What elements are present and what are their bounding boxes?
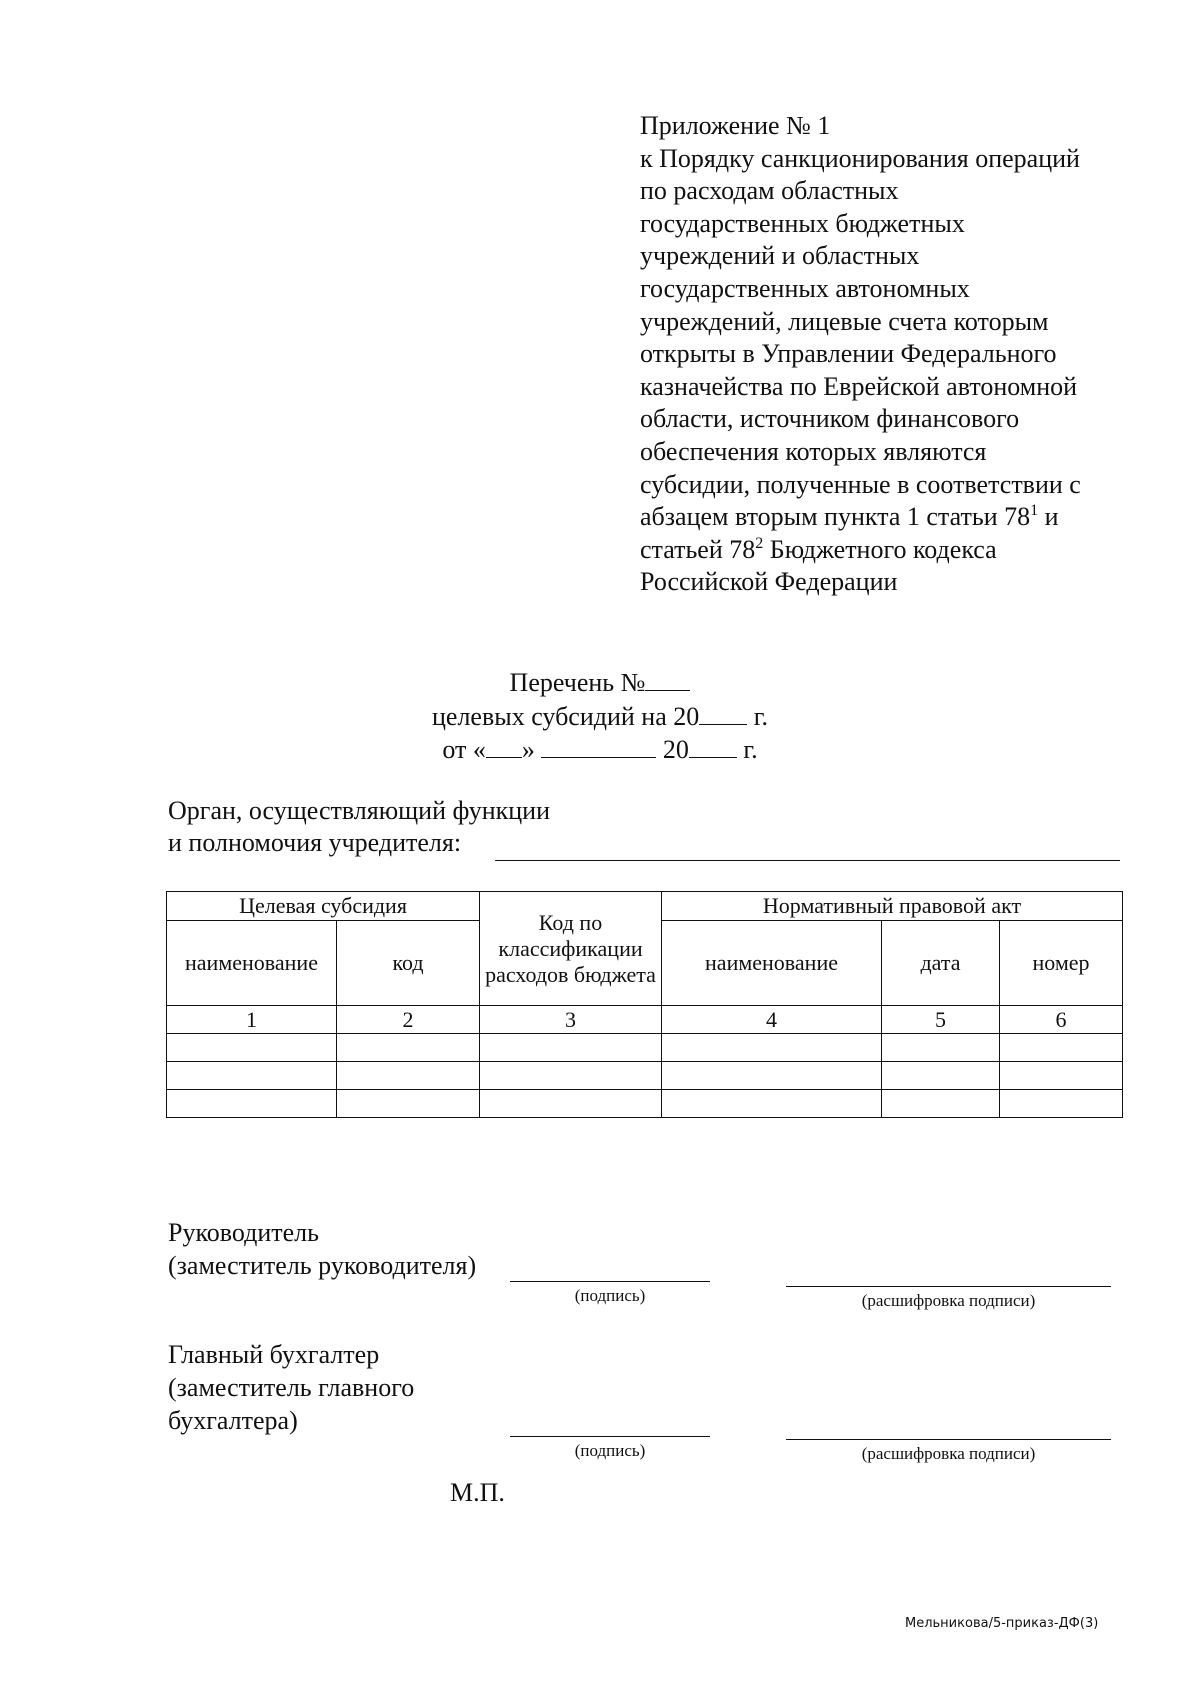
date-year-blank[interactable] (689, 735, 737, 758)
table-cell[interactable] (480, 1034, 662, 1062)
table-row (167, 1062, 1123, 1090)
header-legal-act: Нормативный правовой акт (662, 892, 1123, 921)
column-number: 2 (337, 1006, 480, 1034)
table-cell[interactable] (167, 1062, 337, 1090)
founder-organ-label: Орган, осуществляющий функции и полномочия учредителя: (168, 796, 550, 857)
founder-organ-field[interactable] (495, 860, 1120, 861)
table-cell[interactable] (337, 1090, 480, 1118)
day-blank[interactable] (486, 735, 522, 758)
table-cell[interactable] (662, 1090, 882, 1118)
column-number: 1 (167, 1006, 337, 1034)
stamp-placeholder: М.П. (450, 1478, 505, 1507)
accountant-decode-hint: (расшифровка подписи) (861, 1444, 1036, 1463)
list-title: Перечень № (0, 668, 1200, 698)
table-cell[interactable] (167, 1034, 337, 1062)
head-signature-field[interactable] (510, 1281, 710, 1282)
table-cell[interactable] (480, 1090, 662, 1118)
table-cell[interactable] (337, 1062, 480, 1090)
header-act-date: дата (882, 921, 1000, 1006)
accountant-decode-field[interactable] (786, 1439, 1111, 1440)
appendix-line: государственных автономных (640, 273, 970, 303)
accountant-signature-field[interactable] (510, 1436, 710, 1437)
appendix-line: обеспечения которых являются (640, 436, 987, 466)
appendix-heading (640, 110, 1140, 599)
appendix-line: к Порядку санкционирования операций (640, 143, 1080, 173)
table-cell[interactable] (882, 1034, 1000, 1062)
table-cell[interactable] (1000, 1090, 1123, 1118)
appendix-line: по расходам областных (640, 176, 899, 206)
list-subtitle: целевых субсидий на 20 г. (432, 702, 768, 731)
table-cell[interactable] (662, 1062, 882, 1090)
header-target-subsidy: Целевая субсидия (167, 892, 480, 921)
head-decode-field[interactable] (786, 1286, 1111, 1287)
head-decode-hint: (расшифровка подписи) (861, 1291, 1036, 1310)
header-subsidy-name: наименование (167, 921, 337, 1006)
table-row (167, 1034, 1123, 1062)
table-row (167, 1090, 1123, 1118)
appendix-line-article-78-2: статьей $78^2$ Бюджетного кодекса (640, 534, 997, 564)
header-act-number: номер (1000, 921, 1123, 1006)
appendix-line: области, источником финансового (640, 404, 1020, 434)
appendix-line: субсидии, полученные в соответствии с (640, 469, 1081, 499)
header-budget-code: Код по классификации расходов бюджета (480, 892, 662, 1006)
table-cell[interactable] (1000, 1062, 1123, 1090)
table-cell[interactable] (882, 1090, 1000, 1118)
header-act-name: наименование (662, 921, 882, 1006)
appendix-line: учреждений и областных (640, 241, 920, 271)
table-cell[interactable] (882, 1062, 1000, 1090)
column-number: 6 (1000, 1006, 1123, 1034)
footer-reference: Мельникова/5-приказ-ДФ(3) (905, 1616, 1099, 1631)
head-label: Руководитель (заместитель руководителя) (168, 1218, 477, 1280)
month-blank[interactable] (541, 735, 656, 758)
appendix-line: государственных бюджетных (640, 208, 965, 238)
appendix-line: Приложение № 1 (640, 111, 831, 140)
subsidies-table (166, 891, 1123, 1118)
list-date: от « » 20 г. (442, 735, 758, 764)
appendix-line: открыты в Управлении Федерального (640, 339, 1057, 369)
appendix-line-article-78-1: абзацем вторым пункта 1 статьи $78^1$ и (640, 502, 1059, 532)
table-cell[interactable] (1000, 1034, 1123, 1062)
header-subsidy-code: код (337, 921, 480, 1006)
accountant-label: Главный бухгалтер (заместитель главного бухгалтера) (168, 1340, 415, 1435)
table-cell[interactable] (167, 1090, 337, 1118)
table-cell[interactable] (337, 1034, 480, 1062)
column-number: 3 (480, 1006, 662, 1034)
column-number: 4 (662, 1006, 882, 1034)
table-cell[interactable] (480, 1062, 662, 1090)
appendix-line: Российской Федерации (640, 567, 898, 597)
column-number: 5 (882, 1006, 1000, 1034)
head-signature-hint: (подпись) (574, 1286, 646, 1305)
appendix-line: казначейства по Еврейской автономной (640, 371, 1078, 401)
table-cell[interactable] (662, 1034, 882, 1062)
appendix-line: учреждений, лицевые счета которым (640, 306, 1049, 336)
number-blank[interactable] (645, 668, 690, 691)
column-numbers-row (167, 1006, 1123, 1034)
accountant-signature-hint: (подпись) (574, 1441, 646, 1460)
year-blank[interactable] (699, 702, 747, 725)
